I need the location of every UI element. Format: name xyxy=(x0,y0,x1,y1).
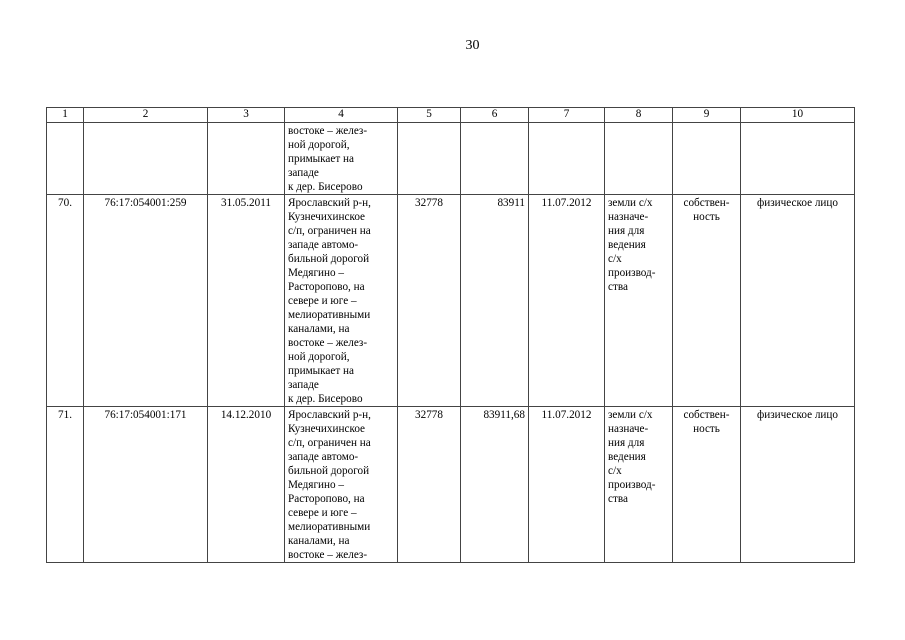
land-category xyxy=(605,195,673,407)
row-number: 70. xyxy=(47,195,84,407)
right-type-line: ность xyxy=(693,423,720,435)
area-value xyxy=(398,123,461,195)
column-number-2: 2 xyxy=(84,108,208,123)
right-type xyxy=(673,407,741,563)
area-value: 32778 xyxy=(398,195,461,407)
location-description-line: Кузнечихинское xyxy=(288,423,366,435)
right-holder xyxy=(741,123,855,195)
land-category-line: с/х xyxy=(608,465,622,477)
right-type-line: ность xyxy=(693,211,720,223)
location-description xyxy=(285,407,398,563)
location-description-line: Ярославский р-н, xyxy=(288,197,371,209)
cadastral-value xyxy=(461,123,529,195)
location-description-line: каналами, на xyxy=(288,535,350,547)
cadastral-number: 76:17:054001:171 xyxy=(84,407,208,563)
land-category-line: производ- xyxy=(608,267,656,279)
location-description-line: с/п, ограничен на xyxy=(288,225,371,237)
land-category-line: ства xyxy=(608,281,628,293)
location-description-line: ной дорогой, xyxy=(288,139,350,151)
column-number-6: 6 xyxy=(461,108,529,123)
column-number-9: 9 xyxy=(673,108,741,123)
column-number-4: 4 xyxy=(285,108,398,123)
land-category-line: ведения xyxy=(608,451,646,463)
location-description-line: бильной дорогой xyxy=(288,253,370,265)
table-row xyxy=(47,195,855,407)
column-number-3: 3 xyxy=(208,108,285,123)
location-description-line: к дер. Бисерово xyxy=(288,181,363,193)
table-row xyxy=(47,123,855,195)
location-description-line: востоке – желез- xyxy=(288,549,368,561)
column-number-10: 10 xyxy=(741,108,855,123)
right-type xyxy=(673,123,741,195)
location-description-line: каналами, на xyxy=(288,323,350,335)
location-description-line: бильной дорогой xyxy=(288,465,370,477)
location-description-line: примыкает на xyxy=(288,153,354,165)
location-description-line: Кузнечихинское xyxy=(288,211,366,223)
cadastral-number xyxy=(84,123,208,195)
land-category xyxy=(605,407,673,563)
location-description-line: к дер. Бисерово xyxy=(288,393,363,405)
land-category-line: ния для xyxy=(608,225,645,237)
cadastral-date xyxy=(208,123,285,195)
column-number-row xyxy=(47,108,855,123)
column-number-8: 8 xyxy=(605,108,673,123)
registration-date: 11.07.2012 xyxy=(529,407,605,563)
cadastral-value: 83911 xyxy=(461,195,529,407)
land-category-line: ведения xyxy=(608,239,646,251)
page-number: 30 xyxy=(465,38,480,53)
right-holder: физическое лицо xyxy=(741,407,855,563)
area-value: 32778 xyxy=(398,407,461,563)
location-description-line: Ярославский р-н, xyxy=(288,409,371,421)
land-category-line: производ- xyxy=(608,479,656,491)
land-category-line: земли с/х xyxy=(608,197,653,209)
registration-date xyxy=(529,123,605,195)
location-description-line: мелиоративными xyxy=(288,521,371,533)
land-registry-table xyxy=(46,107,855,563)
location-description-line: севере и юге – xyxy=(288,295,357,307)
location-description-line: западе автомо- xyxy=(288,239,359,251)
location-description-line: ной дорогой, xyxy=(288,351,350,363)
right-type-line: собствен- xyxy=(683,409,730,421)
right-type xyxy=(673,195,741,407)
location-description-line: западе xyxy=(288,379,319,391)
row-number xyxy=(47,123,84,195)
cadastral-number: 76:17:054001:259 xyxy=(84,195,208,407)
location-description-line: Расторопово, на xyxy=(288,281,365,293)
cadastral-value: 83911,68 xyxy=(461,407,529,563)
column-number-1: 1 xyxy=(47,108,84,123)
table-row xyxy=(47,407,855,563)
land-category-line: ния для xyxy=(608,437,645,449)
location-description-line: примыкает на xyxy=(288,365,354,377)
location-description-line: с/п, ограничен на xyxy=(288,437,371,449)
right-type-line: собствен- xyxy=(683,197,730,209)
location-description-line: Медягино – xyxy=(288,479,345,491)
location-description-line: мелиоративными xyxy=(288,309,371,321)
location-description xyxy=(285,123,398,195)
location-description-line: Медягино – xyxy=(288,267,345,279)
location-description-line: западе автомо- xyxy=(288,451,359,463)
location-description-line: севере и юге – xyxy=(288,507,357,519)
cadastral-date: 31.05.2011 xyxy=(208,195,285,407)
land-category-line: ства xyxy=(608,493,628,505)
table-body xyxy=(47,123,855,563)
location-description-line: востоке – желез- xyxy=(288,337,368,349)
registration-date: 11.07.2012 xyxy=(529,195,605,407)
row-number: 71. xyxy=(47,407,84,563)
column-number-7: 7 xyxy=(529,108,605,123)
cadastral-date: 14.12.2010 xyxy=(208,407,285,563)
column-number-5: 5 xyxy=(398,108,461,123)
land-category-line: назначе- xyxy=(608,423,649,435)
land-category xyxy=(605,123,673,195)
land-category-line: земли с/х xyxy=(608,409,653,421)
location-description xyxy=(285,195,398,407)
land-category-line: назначе- xyxy=(608,211,649,223)
land-category-line: с/х xyxy=(608,253,622,265)
location-description-line: Расторопово, на xyxy=(288,493,365,505)
location-description-line: востоке – желез- xyxy=(288,125,368,137)
location-description-line: западе xyxy=(288,167,319,179)
right-holder: физическое лицо xyxy=(741,195,855,407)
